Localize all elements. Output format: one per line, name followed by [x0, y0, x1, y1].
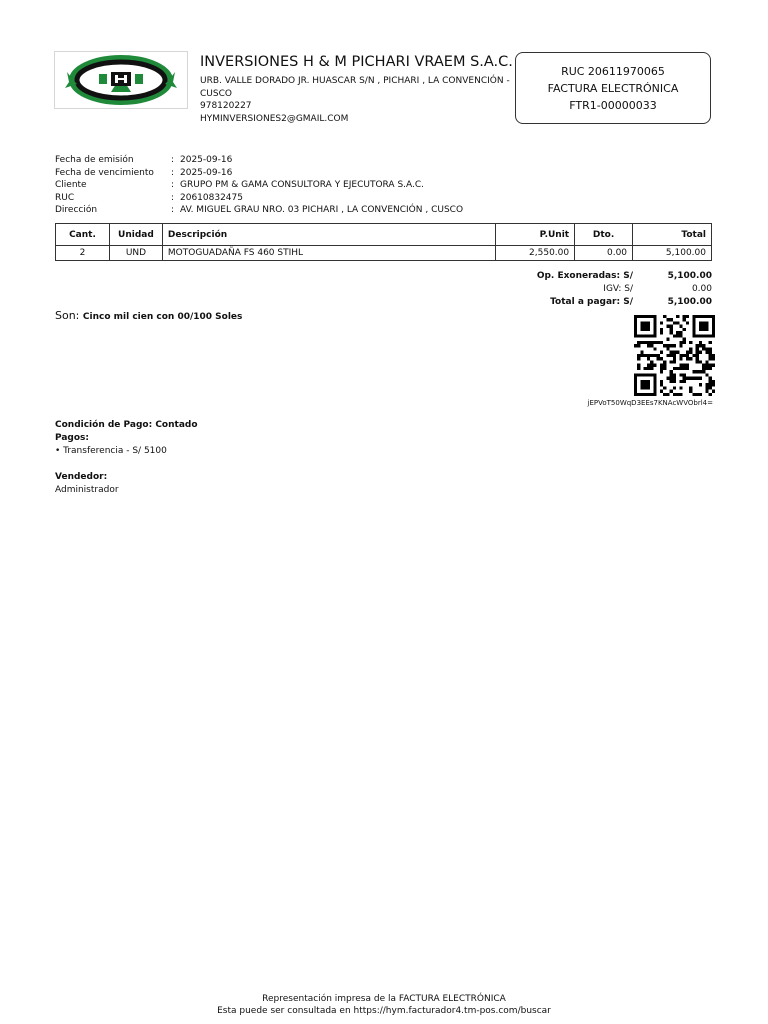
seller-name: Administrador	[55, 485, 119, 495]
info-label: RUC	[55, 192, 75, 203]
header-total: Total	[633, 224, 712, 246]
company-address-line2: CUSCO	[200, 89, 232, 99]
payment-item: • Transferencia - S/ 5100	[55, 445, 167, 456]
document-type: FACTURA ELECTRÓNICA	[547, 82, 679, 95]
qr-code-icon	[634, 315, 715, 396]
header-descripcion: Descripción	[162, 224, 495, 246]
cell-punit: 2,550.00	[496, 246, 575, 261]
totals-row-total	[470, 296, 712, 309]
footer-line1: Representación impresa de la FACTURA ELECTRÓNICA	[262, 994, 506, 1004]
payment-condition: Condición de Pago: Contado	[55, 420, 198, 430]
invoice-info	[55, 154, 463, 217]
cell-cant: 2	[56, 246, 110, 261]
footer	[0, 993, 768, 1017]
company-name: INVERSIONES H & M PICHARI VRAEM S.A.C.	[200, 54, 513, 70]
totals-row-igv	[470, 283, 712, 296]
info-value: 20610832475	[180, 192, 243, 203]
info-row-direccion	[55, 204, 463, 217]
info-row-vencimiento	[55, 167, 463, 180]
document-number: FTR1-00000033	[569, 99, 657, 112]
total-value: 5,100.00	[667, 297, 712, 307]
info-separator: :	[171, 167, 175, 178]
logo-emblem-icon	[55, 52, 187, 108]
info-row-emision	[55, 154, 463, 167]
header-punit: P.Unit	[496, 224, 575, 246]
info-value: AV. MIGUEL GRAU NRO. 03 PICHARI , LA CONVENCIÓN , CUSCO	[180, 205, 464, 216]
info-label: Cliente	[55, 180, 87, 191]
info-label: Fecha de vencimiento	[55, 167, 154, 178]
company-phone: 978120227	[200, 101, 252, 111]
company-address-line1: URB. VALLE DORADO JR. HUASCAR S/N , PICHARI , LA CONVENCIÓN -	[200, 76, 510, 86]
header-dto: Dto.	[575, 224, 633, 246]
payment-block	[55, 419, 198, 457]
header-cant: Cant.	[56, 224, 110, 246]
info-separator: :	[171, 205, 175, 216]
document-id-box	[515, 52, 711, 124]
footer-line2: Esta puede ser consultada en https://hym.facturador4.tm-pos.com/buscar	[217, 1006, 551, 1016]
amount-in-words	[55, 309, 242, 322]
son-value: Cinco mil cien con 00/100 Soles	[82, 312, 243, 322]
payment-label: Pagos:	[55, 432, 90, 443]
son-label: Son:	[55, 309, 80, 322]
info-separator: :	[171, 192, 175, 203]
totals-block	[470, 270, 712, 309]
igv-label: IGV: S/	[603, 284, 633, 294]
company-logo	[54, 51, 188, 109]
info-value: 2025-09-16	[180, 167, 233, 178]
totals-row-exoneradas	[470, 270, 712, 283]
company-email: HYMINVERSIONES2@GMAIL.COM	[200, 114, 349, 124]
info-row-cliente	[55, 179, 463, 192]
exoneradas-value: 5,100.00	[667, 271, 712, 281]
cell-dto: 0.00	[575, 246, 633, 261]
cell-total: 5,100.00	[633, 246, 712, 261]
info-row-ruc	[55, 192, 463, 205]
ruc-number: RUC 20611970065	[561, 65, 665, 78]
total-label: Total a pagar: S/	[550, 297, 633, 307]
info-value: GRUPO PM & GAMA CONSULTORA Y EJECUTORA S.A.C.	[180, 180, 425, 191]
seller-block	[55, 471, 119, 497]
seller-label: Vendedor:	[55, 472, 108, 482]
cell-descripcion: MOTOGUADAÑA FS 460 STIHL	[162, 246, 495, 261]
info-label: Fecha de emisión	[55, 155, 134, 165]
qr-hash: jEPVoT50WqD3EEs7KNAcWVObrl4=	[587, 399, 713, 407]
info-label: Dirección	[55, 205, 98, 216]
info-separator: :	[171, 155, 175, 165]
items-table	[55, 223, 712, 261]
header-unidad: Unidad	[109, 224, 162, 246]
table-header-row	[56, 224, 712, 246]
igv-value: 0.00	[691, 284, 712, 294]
info-value: 2025-09-16	[180, 155, 233, 165]
table-row	[56, 246, 712, 261]
exoneradas-label: Op. Exoneradas: S/	[536, 271, 633, 281]
cell-unidad: UND	[109, 246, 162, 261]
info-separator: :	[171, 180, 175, 191]
